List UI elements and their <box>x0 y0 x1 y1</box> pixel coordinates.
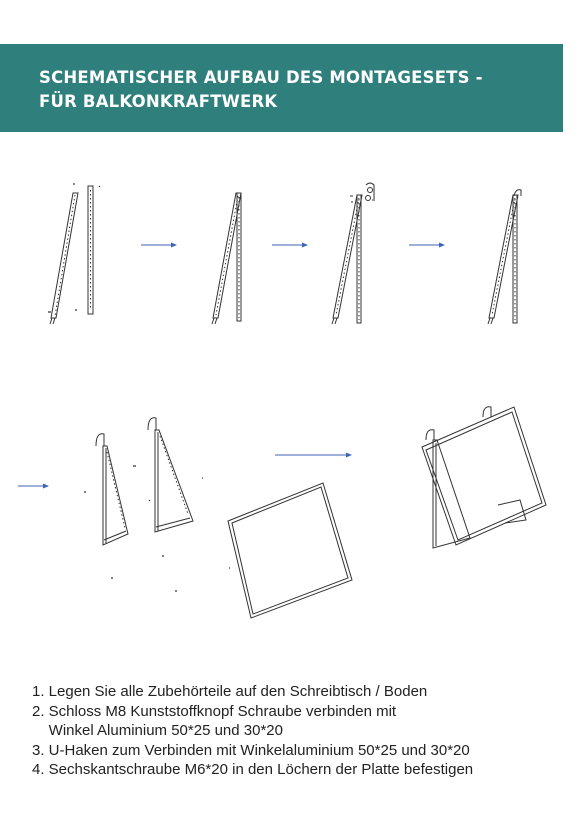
assembly-diagram <box>0 150 582 650</box>
arrow-right-icon <box>18 484 49 489</box>
arrow-right-icon <box>409 243 445 248</box>
step-1-parts <box>48 184 100 324</box>
instruction-step-1: 1. Legen Sie alle Zubehörteile auf den Schreibtisch / Boden <box>32 683 428 700</box>
step-5-frames <box>84 418 230 591</box>
instruction-step-3: 3. U-Haken zum Verbinden mit Winkelaluminium 50*25 und 30*20 <box>32 741 470 759</box>
page-title <box>39 66 549 114</box>
step-3-assembly <box>332 183 375 324</box>
step-5-panel <box>228 483 352 618</box>
step-6-final-assembly <box>422 407 546 548</box>
page-title-line-2: FÜR BALKONKRAFTWERK <box>39 92 278 111</box>
page-title-line-1: SCHEMATISCHER AUFBAU DES MONTAGESETS - <box>39 68 483 87</box>
instruction-step-2: 2. Schloss M8 Kunststoffknopf Schraube verbinden mit <box>32 702 397 720</box>
step-2-assembly <box>212 193 241 324</box>
instruction-list <box>32 682 473 780</box>
instruction-step-2-continued: Winkel Aluminium 50*25 und 30*20 <box>32 722 283 739</box>
arrow-right-icon <box>275 453 352 458</box>
header-banner <box>0 44 563 132</box>
step-4-assembly <box>488 190 521 324</box>
arrow-right-icon <box>141 243 177 248</box>
instruction-step-4: 4. Sechskantschraube M6*20 in den Löchern der Platte befestigen <box>32 761 474 778</box>
arrow-right-icon <box>272 243 308 248</box>
